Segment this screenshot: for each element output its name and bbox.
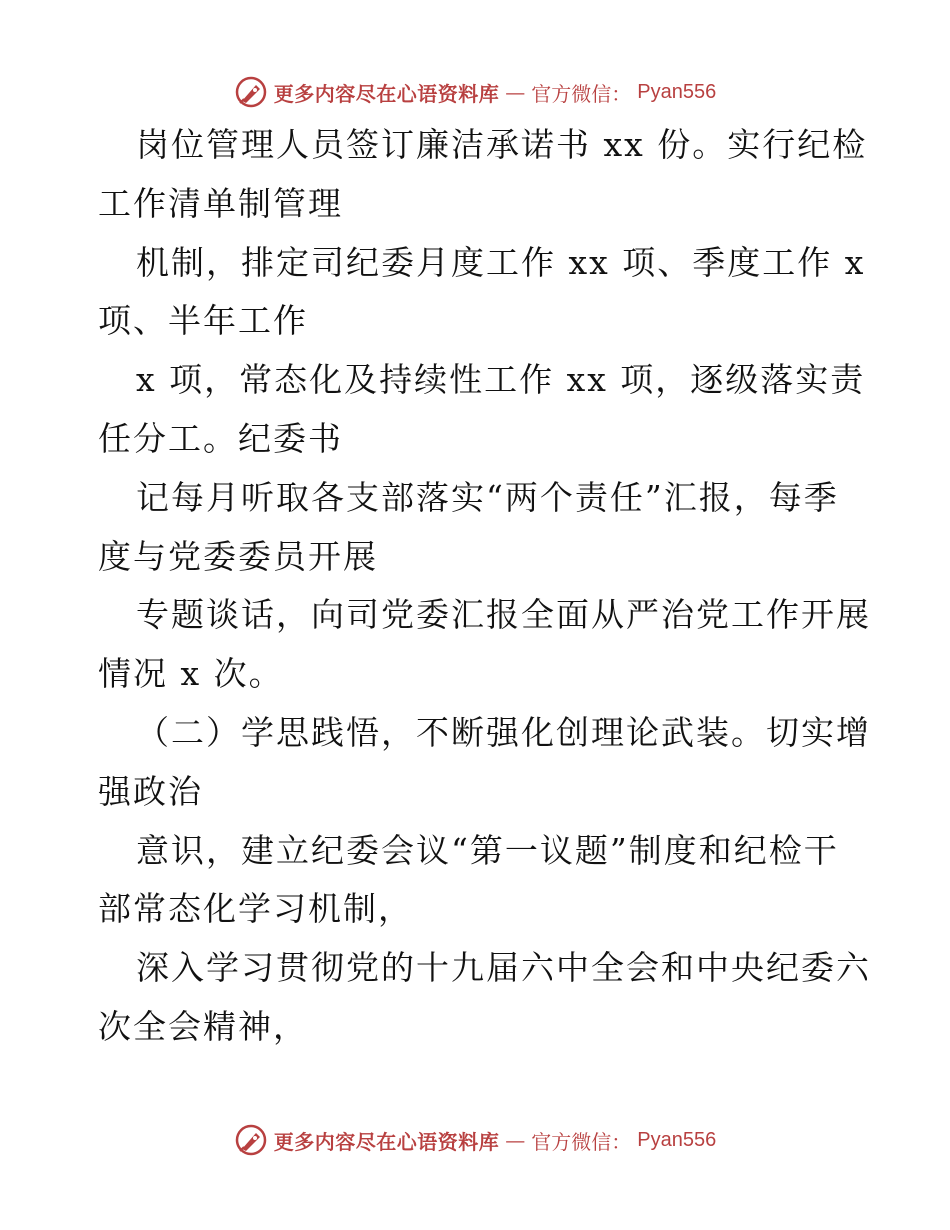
watermark-label: 官方微信：	[531, 81, 632, 106]
document-body	[98, 116, 871, 1057]
body-line: 项、半年工作	[98, 301, 308, 341]
watermark-separator: —	[505, 1128, 526, 1152]
body-line: 机制，排定司纪委月度工作 xx 项、季度工作 x	[136, 242, 866, 282]
body-line: 记每月听取各支部落实“两个责任”汇报，每季	[136, 477, 839, 517]
body-line: 任分工。纪委书	[98, 418, 343, 458]
body-line: 专题谈话，向司党委汇报全面从严治党工作开展	[136, 595, 871, 635]
body-line: 情况 x 次。	[98, 654, 284, 694]
body-line: 深入学习贯彻党的十九届六中全会和中央纪委六	[136, 948, 871, 988]
body-line: （二）学思践悟，不断强化创理论武装。切实增	[136, 712, 871, 752]
body-line: 工作清单制管理	[98, 183, 343, 223]
watermark-brand-text: 更多内容尽在心语资料库	[273, 81, 500, 106]
watermark-id: Pyan556	[637, 1128, 717, 1151]
body-line: 岗位管理人员签订廉洁承诺书 xx 份。实行纪检	[136, 125, 868, 164]
body-line: 部常态化学习机制，	[98, 889, 413, 929]
watermark-label: 官方微信：	[531, 1129, 632, 1154]
footer-watermark	[0, 1120, 950, 1160]
body-line: x 项，常态化及持续性工作 xx 项，逐级落实责	[136, 360, 866, 400]
body-line: 次全会精神，	[98, 1006, 308, 1046]
watermark-id: Pyan556	[637, 80, 717, 103]
body-line: 度与党委委员开展	[98, 536, 378, 576]
watermark-separator: —	[505, 80, 526, 104]
pen-nib-logo-icon	[234, 75, 268, 109]
header-watermark	[0, 72, 950, 112]
pen-nib-logo-icon	[234, 1123, 268, 1157]
body-line: 强政治	[98, 771, 203, 811]
body-line: 意识，建立纪委会议“第一议题”制度和纪检干	[136, 830, 839, 870]
watermark-brand-text: 更多内容尽在心语资料库	[273, 1129, 500, 1154]
